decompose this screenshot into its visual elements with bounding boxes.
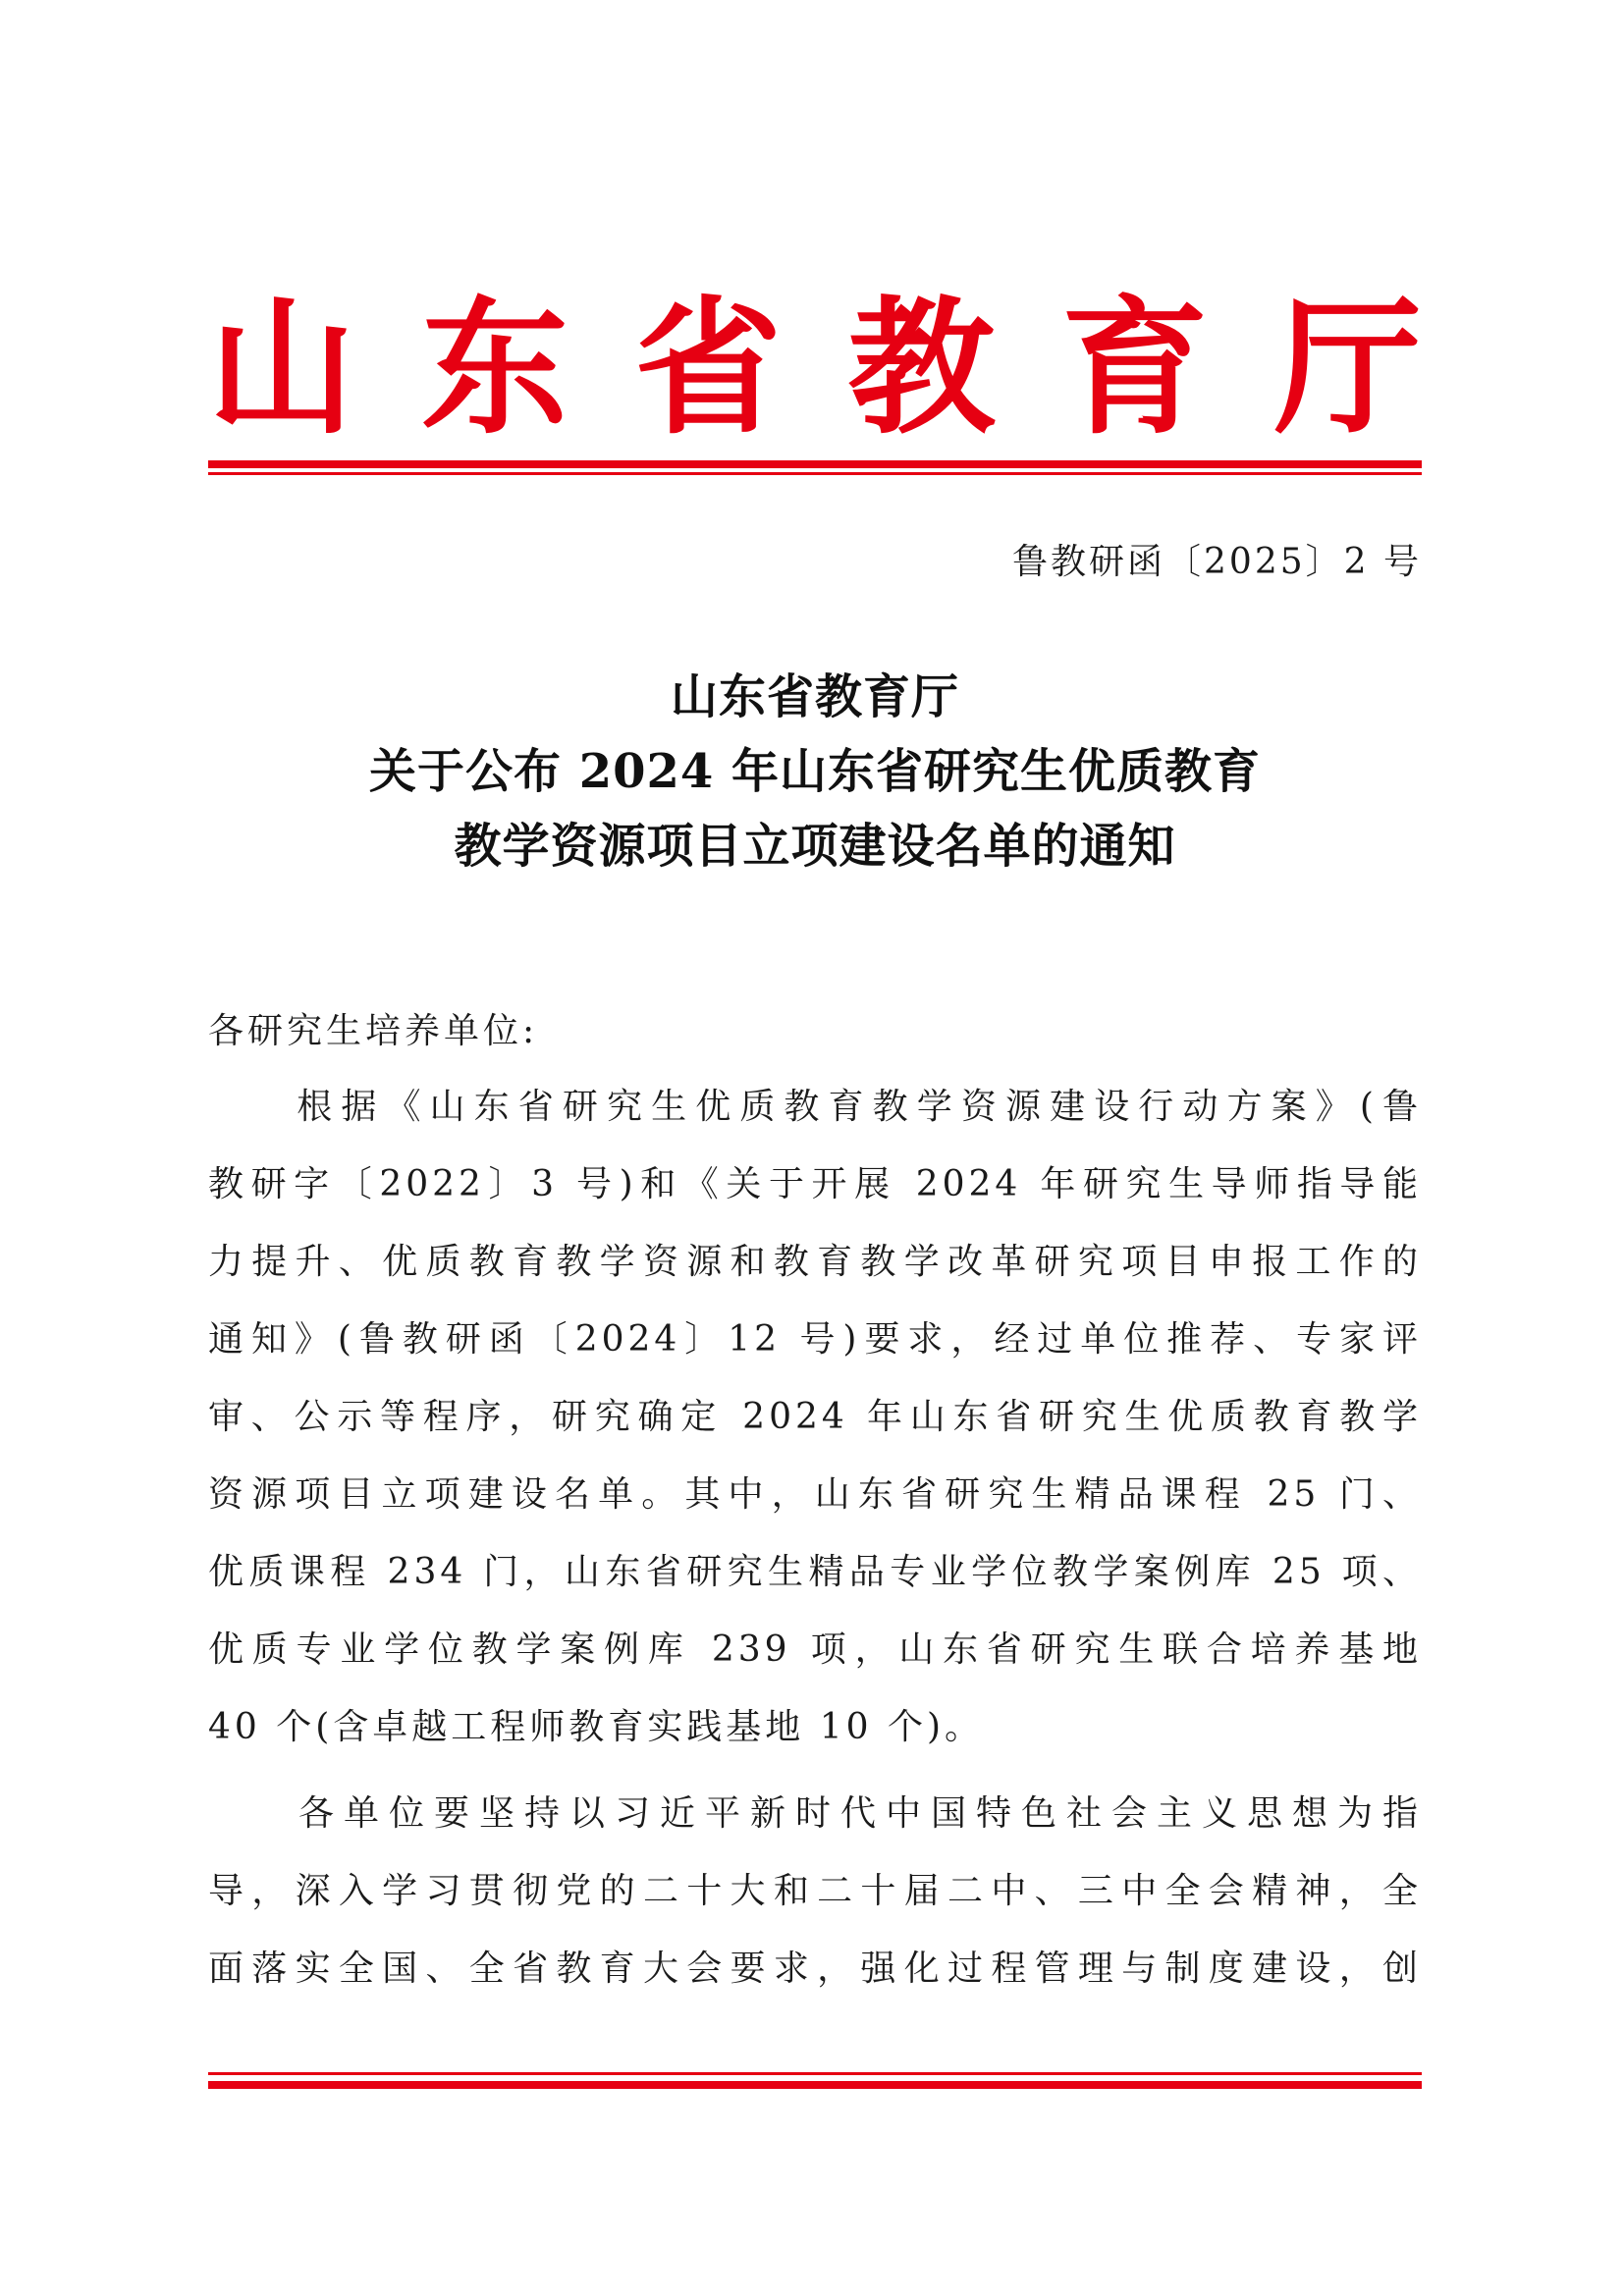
paragraph-1 xyxy=(208,1068,1422,1766)
masthead-char: 厅 xyxy=(1273,282,1422,454)
masthead-char: 省 xyxy=(634,282,783,454)
document-title xyxy=(208,660,1422,883)
paragraph-2 xyxy=(208,1775,1422,2007)
header-red-rule-thick xyxy=(208,460,1422,468)
masthead-char: 教 xyxy=(847,282,996,454)
body-line: 面落实全国、全省教育大会要求，强化过程管理与制度建设，创 xyxy=(208,1949,1422,1989)
masthead-char: 东 xyxy=(421,282,569,454)
body-line: 通知》(鲁教研函〔2024〕12 号)要求，经过单位推荐、专家评 xyxy=(208,1319,1422,1360)
body-line: 各单位要坚持以习近平新时代中国特色社会主义思想为指 xyxy=(208,1793,1422,1834)
masthead-char: 育 xyxy=(1060,282,1209,454)
body-line: 资源项目立项建设名单。其中，山东省研究生精品课程 25 门、 xyxy=(208,1474,1422,1515)
footer-red-rule-thick xyxy=(208,2081,1422,2089)
title-line: 关于公布 2024 年山东省研究生优质教育 xyxy=(368,744,1262,799)
title-line: 教学资源项目立项建设名单的通知 xyxy=(454,819,1176,874)
body-line: 导，深入学习贯彻党的二十大和二十届二中、三中全会精神，全 xyxy=(208,1871,1422,1911)
body-line: 根据《山东省研究生优质教育教学资源建设行动方案》(鲁 xyxy=(208,1087,1422,1127)
document-number: 鲁教研函〔2025〕2 号 xyxy=(1012,542,1422,582)
header-red-rule-thin xyxy=(208,472,1422,475)
body-line: 审、公示等程序，研究确定 2024 年山东省研究生优质教育教学 xyxy=(208,1397,1422,1437)
masthead-char: 山 xyxy=(208,282,356,454)
body-line: 教研字〔2022〕3 号)和《关于开展 2024 年研究生导师指导能 xyxy=(208,1164,1422,1204)
title-line: 山东省教育厅 xyxy=(670,669,959,724)
masthead-title xyxy=(208,280,1422,456)
body-line: 40 个(含卓越工程师教育实践基地 10 个)。 xyxy=(208,1707,985,1747)
salutation: 各研究生培养单位: xyxy=(208,1011,539,1051)
body-line: 优质课程 234 门，山东省研究生精品专业学位教学案例库 25 项、 xyxy=(208,1552,1422,1592)
body-line: 力提升、优质教育教学资源和教育教学改革研究项目申报工作的 xyxy=(208,1242,1422,1282)
footer-red-rule-thin xyxy=(208,2072,1422,2075)
body-line: 优质专业学位教学案例库 239 项，山东省研究生联合培养基地 xyxy=(208,1629,1422,1670)
